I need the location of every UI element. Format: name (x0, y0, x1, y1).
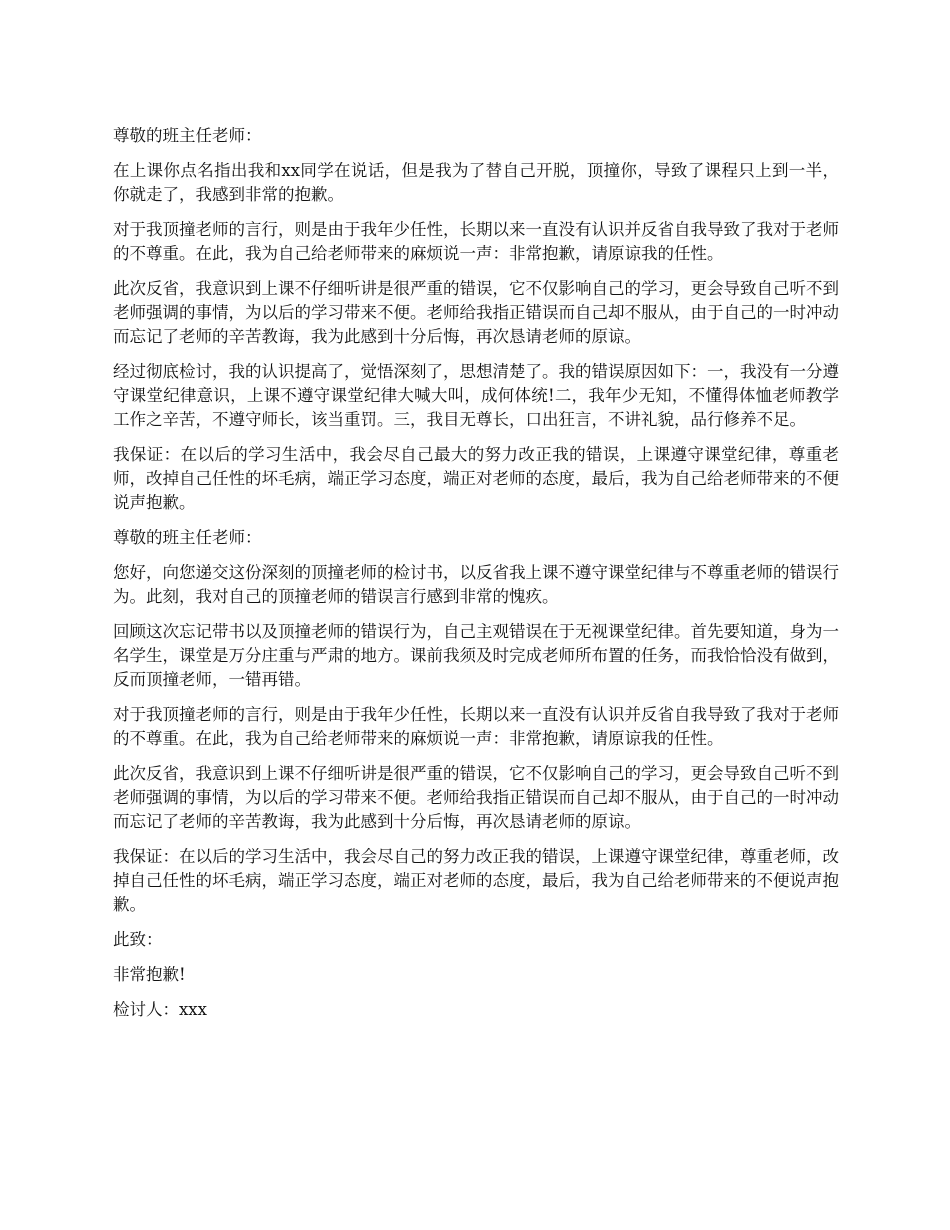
signature-line: 检讨人：xxx (113, 1000, 207, 1019)
paragraph: 对于我顶撞老师的言行，则是由于我年少任性，长期以来一直没有认识并反省自我导致了我对于老师的不尊重。在此，我为自己给老师带来的麻烦说一声：非常抱歉，请原谅我的任性。 (113, 220, 839, 263)
closing: 此致： (113, 930, 163, 949)
document-body (113, 124, 839, 1033)
paragraph: 您好，向您递交这份深刻的顶撞老师的检讨书，以反省我上课不遵守课堂纪律与不尊重老师的错误行为。此刻，我对自己的顶撞老师的错误言行感到非常的愧疚。 (113, 563, 839, 606)
closing-phrase: 非常抱歉! (113, 965, 186, 984)
salutation: 尊敬的班主任老师： (113, 126, 262, 145)
paragraph: 我保证：在以后的学习生活中，我会尽自己的努力改正我的错误，上课遵守课堂纪律，尊重老师，改掉自己任性的坏毛病，端正学习态度，端正对老师的态度，最后，我为自己给老师带来的不便说声抱歉。 (113, 847, 839, 914)
paragraph: 在上课你点名指出我和xx同学在说话，但是我为了替自己开脱，顶撞你，导致了课程只上到一半，你就走了，我感到非常的抱歉。 (113, 161, 839, 204)
paragraph: 回顾这次忘记带书以及顶撞老师的错误行为，自己主观错误在于无视课堂纪律。首先要知道，身为一名学生，课堂是万分庄重与严肃的地方。课前我须及时完成老师所布置的任务，而我恰恰没有做到，反而顶撞老师，一错再错。 (113, 622, 839, 689)
salutation: 尊敬的班主任老师： (113, 528, 262, 547)
paragraph: 我保证：在以后的学习生活中，我会尽自己最大的努力改正我的错误，上课遵守课堂纪律，尊重老师，改掉自己任性的坏毛病，端正学习态度，端正对老师的态度，最后，我为自己给老师带来的不便说声抱歉。 (113, 445, 839, 512)
paragraph: 对于我顶撞老师的言行，则是由于我年少任性，长期以来一直没有认识并反省自我导致了我对于老师的不尊重。在此，我为自己给老师带来的麻烦说一声：非常抱歉，请原谅我的任性。 (113, 705, 839, 748)
paragraph: 此次反省，我意识到上课不仔细听讲是很严重的错误，它不仅影响自己的学习，更会导致自己听不到老师强调的事情，为以后的学习带来不便。老师给我指正错误而自己却不服从，由于自己的一时冲动而忘记了老师的辛苦教诲，我为此感到十分后悔，再次恳请老师的原谅。 (113, 764, 839, 831)
paragraph: 经过彻底检讨，我的认识提高了，觉悟深刻了，思想清楚了。我的错误原因如下：一，我没有一分遵守课堂纪律意识，上课不遵守课堂纪律大喊大叫，成何体统!二，我年少无知，不懂得体恤老师教学工作之辛苦，不遵守师长，该当重罚。三，我目无尊长，口出狂言，不讲礼貌，品行修养不足。 (113, 362, 839, 429)
paragraph: 此次反省，我意识到上课不仔细听讲是很严重的错误，它不仅影响自己的学习，更会导致自己听不到老师强调的事情，为以后的学习带来不便。老师给我指正错误而自己却不服从，由于自己的一时冲动而忘记了老师的辛苦教诲，我为此感到十分后悔，再次恳请老师的原谅。 (113, 279, 839, 346)
